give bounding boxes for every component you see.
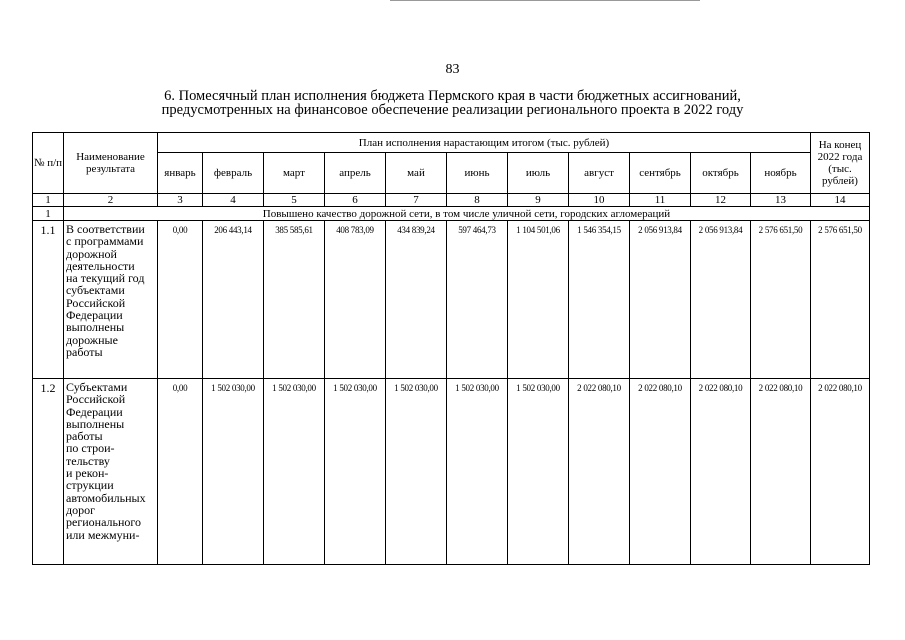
- value-cell: 2 022 080,10: [751, 379, 811, 565]
- month-jan: январь: [158, 153, 203, 194]
- name-line: с программами: [66, 234, 144, 249]
- value-cell: 434 839,24: [386, 221, 447, 379]
- name-line: Федерации: [66, 308, 123, 323]
- month-oct: октябрь: [691, 153, 751, 194]
- value-cell: 1 502 030,00: [447, 379, 508, 565]
- table-row: [33, 379, 870, 565]
- value-cell: 2 022 080,10: [811, 379, 870, 565]
- table-row: [33, 221, 870, 379]
- month-jul: июль: [508, 153, 569, 194]
- value-cell: 408 783,09: [325, 221, 386, 379]
- col-number: 3: [158, 194, 203, 207]
- value-cell: 2 056 913,84: [630, 221, 691, 379]
- name-line: Субъектами: [66, 380, 128, 394]
- value-cell: 0,00: [158, 379, 203, 565]
- value-cell: 2 022 080,10: [630, 379, 691, 565]
- name-line: струкции: [66, 478, 114, 493]
- value-cell: 1 502 030,00: [508, 379, 569, 565]
- header-no: № п/п: [33, 133, 64, 194]
- value-cell: 1 502 030,00: [325, 379, 386, 565]
- name-line: работы: [66, 344, 103, 359]
- value-cell: 2 022 080,10: [691, 379, 751, 565]
- value-cell: 597 464,73: [447, 221, 508, 379]
- budget-plan-table: [32, 132, 870, 565]
- value-cell: 385 585,61: [264, 221, 325, 379]
- month-aug: август: [569, 153, 630, 194]
- col-number: 13: [751, 194, 811, 207]
- name-line: Российской: [66, 295, 126, 310]
- title-line-2: предусмотренных на финансовое обеспечение реализации регионального проекта в 2022 году: [161, 102, 744, 118]
- value-cell: 0,00: [158, 221, 203, 379]
- name-line: по строи-: [66, 441, 115, 456]
- row-number: 1.1: [33, 221, 64, 379]
- value-cell: 2 576 651,50: [811, 221, 870, 379]
- name-line: работы: [66, 429, 103, 444]
- name-line: тельству: [66, 453, 110, 468]
- section-title: Повышено качество дорожной сети, в том числе уличной сети, городских агломераций: [64, 207, 870, 221]
- name-line: выполнены: [66, 320, 125, 335]
- col-number: 10: [569, 194, 630, 207]
- col-number: 9: [508, 194, 569, 207]
- section-no: 1: [33, 207, 64, 221]
- month-apr: апрель: [325, 153, 386, 194]
- name-line: дорог: [66, 502, 96, 517]
- row-number: 1.2: [33, 379, 64, 565]
- value-cell: 1 502 030,00: [203, 379, 264, 565]
- header-year-end: На конец 2022 года (тыс. рублей): [811, 133, 870, 194]
- name-line: дорожной: [66, 246, 117, 261]
- title-line-1: 6. Помесячный план исполнения бюджета Пермского края в части бюджетных ассигнований,: [164, 88, 741, 104]
- name-line: деятельности: [66, 258, 135, 273]
- col-number: 6: [325, 194, 386, 207]
- top-rule: [390, 0, 700, 1]
- name-line: В соответствии: [66, 222, 145, 236]
- document-title: [0, 89, 905, 117]
- name-line: и рекон-: [66, 466, 109, 481]
- month-nov: ноябрь: [751, 153, 811, 194]
- month-jun: июнь: [447, 153, 508, 194]
- col-number: 5: [264, 194, 325, 207]
- name-line: Федерации: [66, 404, 123, 419]
- name-line: или межмуни-: [66, 527, 140, 542]
- header-plan: План исполнения нарастающим итогом (тыс. рублей): [158, 133, 811, 153]
- col-number: 12: [691, 194, 751, 207]
- page-number: 83: [445, 62, 460, 77]
- name-line: выполнены: [66, 416, 125, 431]
- name-line: на текущий год: [66, 271, 145, 286]
- header-result-name: Наименование результата: [64, 133, 158, 194]
- col-number: 8: [447, 194, 508, 207]
- name-line: регионального: [66, 515, 142, 530]
- month-sep: сентябрь: [630, 153, 691, 194]
- value-cell: 1 502 030,00: [264, 379, 325, 565]
- value-cell: 1 546 354,15: [569, 221, 630, 379]
- col-number: 2: [64, 194, 158, 207]
- month-mar: март: [264, 153, 325, 194]
- value-cell: 206 443,14: [203, 221, 264, 379]
- value-cell: 2 576 651,50: [751, 221, 811, 379]
- col-number: 4: [203, 194, 264, 207]
- name-line: автомобильных: [66, 490, 146, 505]
- result-name: [64, 379, 158, 565]
- result-name: [64, 221, 158, 379]
- month-feb: февраль: [203, 153, 264, 194]
- value-cell: 2 056 913,84: [691, 221, 751, 379]
- col-number: 7: [386, 194, 447, 207]
- name-line: Российской: [66, 392, 126, 407]
- name-line: дорожные: [66, 332, 118, 347]
- value-cell: 1 104 501,06: [508, 221, 569, 379]
- col-number: 14: [811, 194, 870, 207]
- value-cell: 1 502 030,00: [386, 379, 447, 565]
- col-number: 1: [33, 194, 64, 207]
- value-cell: 2 022 080,10: [569, 379, 630, 565]
- col-number: 11: [630, 194, 691, 207]
- month-may: май: [386, 153, 447, 194]
- name-line: субъектами: [66, 283, 125, 298]
